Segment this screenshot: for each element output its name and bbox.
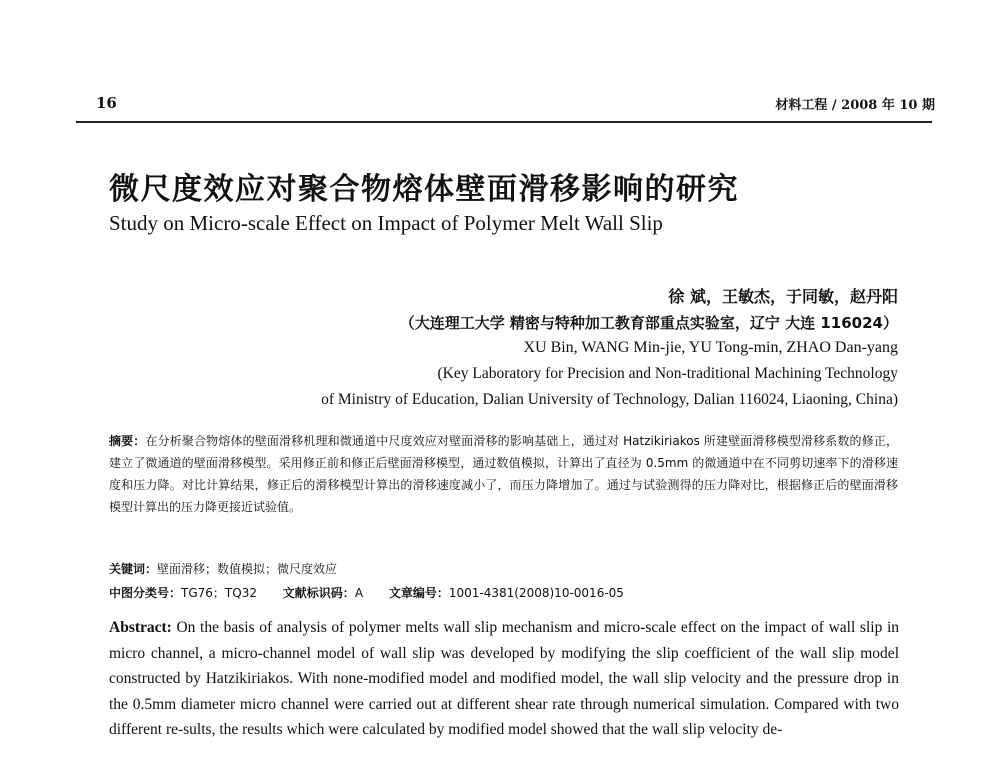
clc-label: 中图分类号： <box>109 586 182 600</box>
keywords-text: 壁面滑移；数值模拟；微尺度效应 <box>157 562 338 576</box>
affiliation-english-line2: of Ministry of Education, Dalian University of Technology, Dalian 116024, Liaoning, China) <box>321 391 898 408</box>
abstract-chinese-text: 在分析聚合物熔体的壁面滑移机理和微通道中尺度效应对壁面滑移的影响基础上，通过对 Hatzikiriakos 所建壁面滑移模型滑移系数的修正，建立了微通道的壁面滑移模型。采用修正前和修正后壁面滑移模型，通过数值模拟，计算出了直径为 0.5mm 的微通道中在不同剪切速率下的滑移速度和压力降。对比计算结果，修正后的滑移模型计算出的滑移速度减小了，而压力降增加了。通过与试验测得的压力降对比，根据修正后的壁面滑移模型计算出的压力降更接近试验值。 <box>109 434 898 514</box>
title-chinese: 微尺度效应对聚合物熔体壁面滑移影响的研究 <box>109 172 739 207</box>
title-english: Study on Micro-scale Effect on Impact of Polymer Melt Wall Slip <box>109 211 663 235</box>
doc-code-label: 文献标识码： <box>282 586 355 600</box>
abstract-english-label: Abstract: <box>109 619 172 636</box>
authors-chinese: 徐 斌，王敏杰，于同敏，赵丹阳 <box>668 287 898 306</box>
keywords <box>109 560 337 577</box>
affiliation-chinese: （大连理工大学 精密与特种加工教育部重点实验室，辽宁 大连 116024） <box>399 314 898 332</box>
abstract-english <box>109 615 899 743</box>
article-number-label: 文章编号： <box>388 586 449 600</box>
doc-code-value: A <box>354 586 364 600</box>
clc-value: TG76；TQ32 <box>181 586 257 600</box>
abstract-chinese-label: 摘要： <box>109 434 146 448</box>
abstract-english-text: On the basis of analysis of polymer melts wall slip mechanism and micro-scale effect on the impact of wall slip in micro channel, a micro-channel model of wall slip was developed by modifying the slip coefficient of the wall slip model constructed by Hatzikiriakos. With none-modified model and modified model, the wall slip velocity and the pressure drop in the 0.5mm diameter micro channel were carried out at different shear rate through numerical simulation. Compared with two different re-sults, the results which were calculated by modified model showed that the wall slip velocity de- <box>109 619 900 738</box>
abstract-chinese <box>109 430 898 518</box>
article-number-value: 1001-4381(2008)10-0016-05 <box>448 586 624 600</box>
running-head: 材料工程 / 2008 年 10 期 <box>775 98 935 113</box>
affiliation-english-line1: (Key Laboratory for Precision and Non-traditional Machining Technology <box>437 365 898 382</box>
header-rule <box>76 121 932 123</box>
page-number: 16 <box>96 94 117 112</box>
keywords-label: 关键词： <box>109 562 158 576</box>
classification-line <box>109 584 646 601</box>
authors-english: XU Bin, WANG Min-jie, YU Tong-min, ZHAO Dan-yang <box>523 339 898 356</box>
